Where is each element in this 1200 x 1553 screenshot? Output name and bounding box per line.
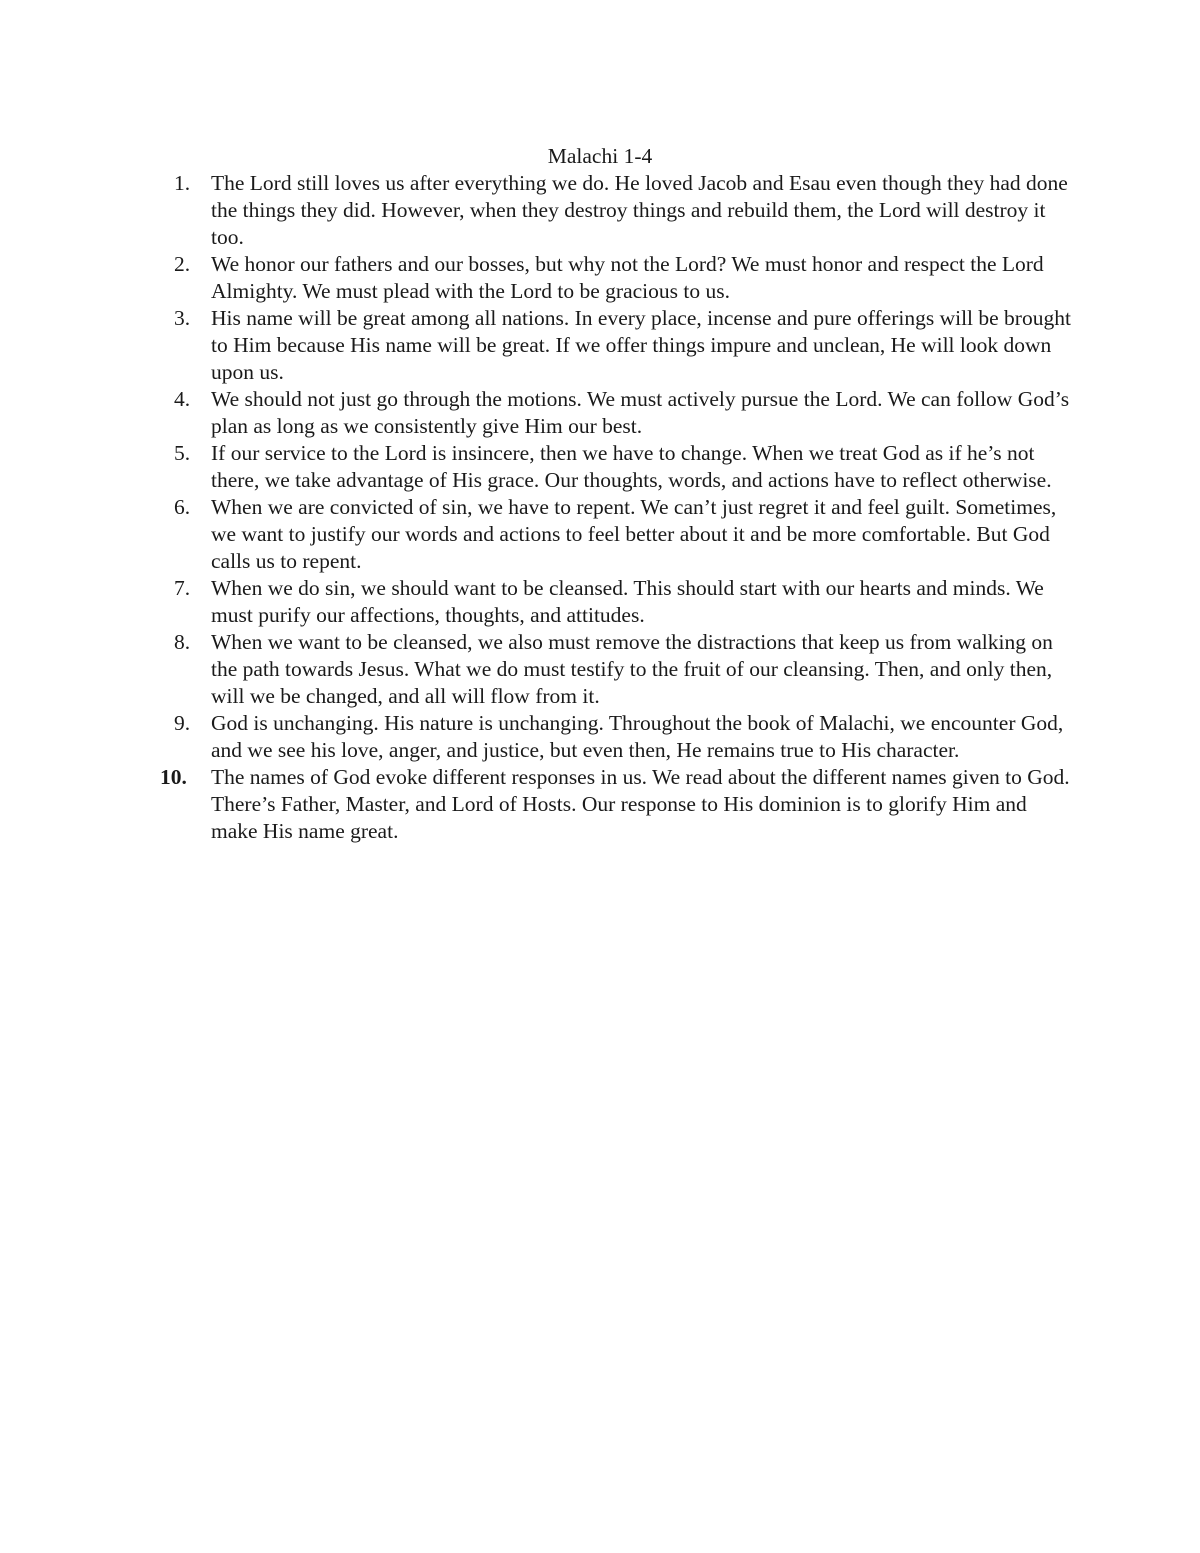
list-item [0, 305, 1071, 386]
list-item [0, 170, 1071, 251]
list-item-text: The names of God evoke different responses in us. We read about the different names given to God. There’s Father, Master, and Lord of Hosts. Our response to His dominion is to glorify Him and make His name great. [211, 765, 1070, 843]
list-item-number: 5. [174, 441, 191, 465]
list-item [0, 494, 1071, 575]
list-item-number: 4. [174, 387, 191, 411]
list-item-number: 8. [174, 630, 191, 654]
list-item-number: 10. [160, 765, 187, 789]
list-item [0, 386, 1071, 440]
list-item-number: 9. [174, 711, 191, 735]
list-item-number: 2. [174, 252, 191, 276]
list-item-number: 3. [174, 306, 191, 330]
list-item-number: 7. [174, 576, 191, 600]
list-item-text: When we are convicted of sin, we have to repent. We can’t just regret it and feel guilt. Sometimes, we want to justify our words and actions to feel better about it and be more comfortable. But God calls us to repent. [211, 495, 1057, 573]
list-item-text: We honor our fathers and our bosses, but why not the Lord? We must honor and respect the Lord Almighty. We must plead with the Lord to be gracious to us. [211, 252, 1044, 303]
list-item [0, 575, 1071, 629]
list-item-text: His name will be great among all nations. In every place, incense and pure offerings will be brought to Him because His name will be great. If we offer things impure and unclean, He will look down upon us. [211, 306, 1071, 384]
document-title: Malachi 1-4 [547, 144, 653, 168]
list-item-number: 1. [174, 171, 191, 195]
list-item [0, 440, 1071, 494]
list-item-number: 6. [174, 495, 191, 519]
list-item-text: If our service to the Lord is insincere, then we have to change. When we treat God as if he’s not there, we take advantage of His grace. Our thoughts, words, and actions have to reflect otherwise. [211, 441, 1052, 492]
list-item-text: God is unchanging. His nature is unchanging. Throughout the book of Malachi, we encounter God, and we see his love, anger, and justice, but even then, He remains true to His character. [211, 711, 1064, 762]
list-item [0, 629, 1071, 710]
list-item-text: We should not just go through the motions. We must actively pursue the Lord. We can follow God’s plan as long as we consistently give Him our best. [211, 387, 1070, 438]
list-item [0, 710, 1071, 764]
list-item-text: When we do sin, we should want to be cleansed. This should start with our hearts and minds. We must purify our affections, thoughts, and attitudes. [211, 576, 1044, 627]
list-item-text: When we want to be cleansed, we also must remove the distractions that keep us from walking on the path towards Jesus. What we do must testify to the fruit of our cleansing. Then, and only then, will we be changed, and all will flow from it. [211, 630, 1053, 708]
numbered-list [0, 170, 1071, 845]
list-item-text: The Lord still loves us after everything we do. He loved Jacob and Esau even though they had done the things they did. However, when they destroy things and rebuild them, the Lord will destroy it too. [211, 171, 1068, 249]
list-item [0, 764, 1071, 845]
list-item [0, 251, 1071, 305]
